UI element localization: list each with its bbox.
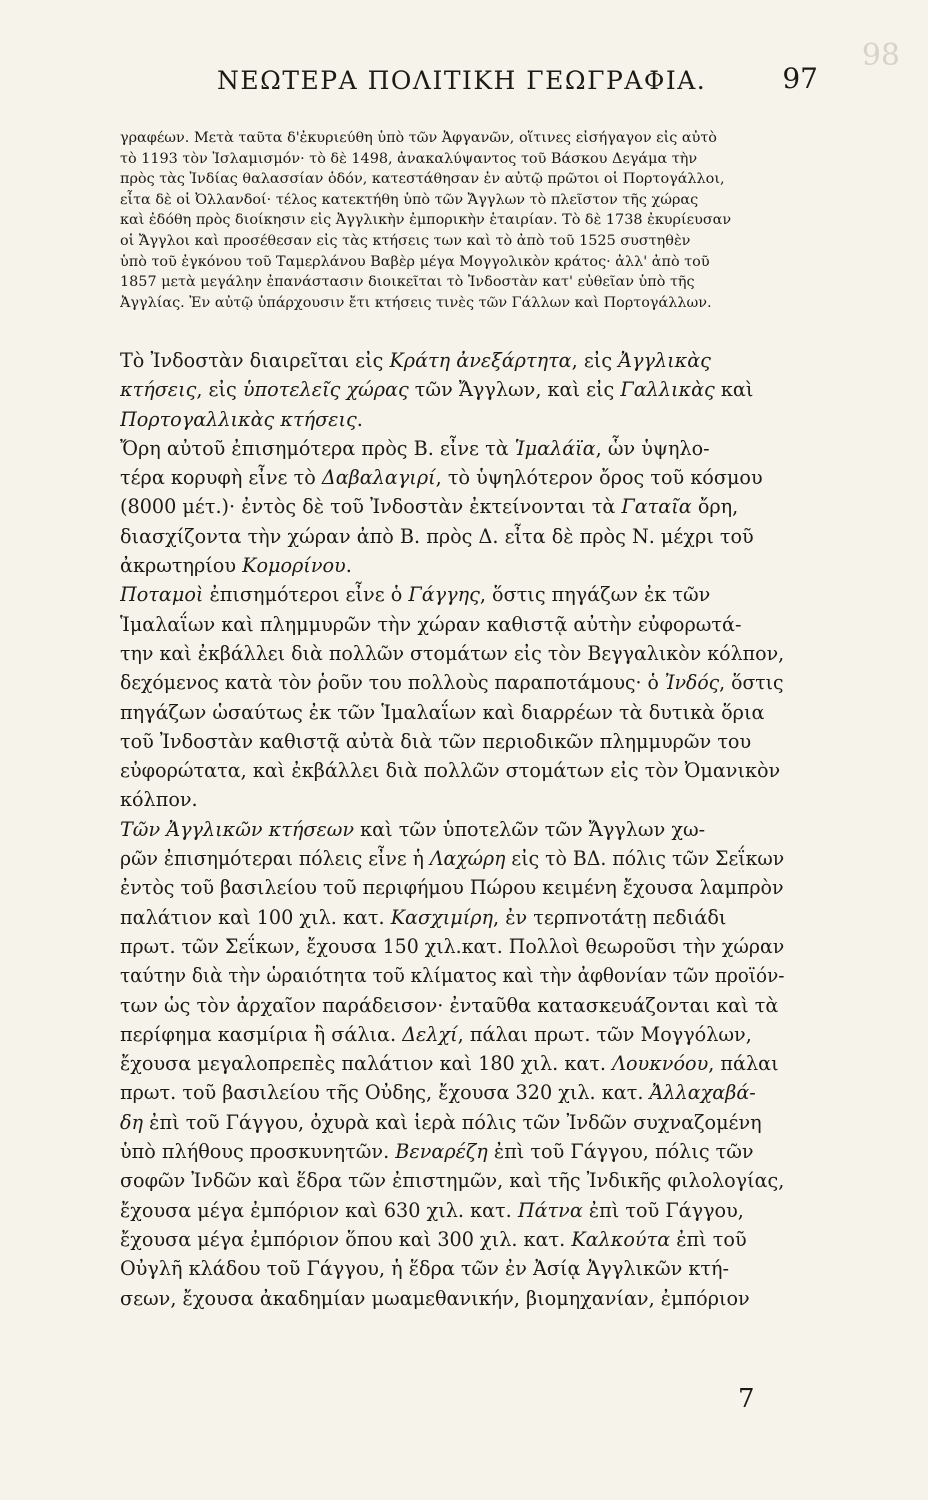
text-run: ἐπισημότεροι εἶνε ὁ [203, 583, 409, 607]
italic-term: Ἰνδός [664, 671, 720, 695]
text-run: πηγάζων ὡσαύτως ἐκ τῶν Ἱμαλαΐων καὶ διαρρέων τὰ δυτικὰ ὅρια [120, 700, 765, 724]
text-line [120, 1225, 784, 1254]
italic-term: Δελχί [402, 1022, 458, 1046]
text-run: ἐπὶ τοῦ Γάγγου, ὀχυρὰ καὶ ἱερὰ πόλις τῶν Ἰνδῶν συχναζομένη [143, 1110, 762, 1134]
small-print-line: καὶ ἐδόθη πρὸς διοίκησιν εἰς Ἀγγλικὴν ἐμπορικὴν ἑταιρίαν. Τὸ δὲ 1738 ἐκυρίευσαν [120, 212, 732, 229]
page-header [122, 62, 818, 106]
text-line [120, 405, 784, 434]
text-line [120, 1284, 784, 1313]
signature-mark: 7 [738, 1384, 755, 1414]
italic-term: Κομορίνου [242, 554, 346, 578]
italic-term: Λουκνόου [612, 1052, 709, 1076]
italic-term: Κασχιμίρη [390, 905, 494, 929]
main-text [120, 346, 784, 1313]
italic-term: Ἀγγλικὰς [618, 349, 711, 372]
italic-term: ὑποτελεῖς χώρας [242, 378, 409, 402]
text-run: καὶ τῶν ὑποτελῶν τῶν Ἄγγλων χω- [354, 817, 706, 841]
italic-term: Τῶν Ἀγγλικῶν κτήσεων [120, 817, 355, 841]
text-line [120, 991, 784, 1020]
page-number: 97 [782, 62, 818, 95]
small-print-paragraph [120, 128, 784, 313]
text-line [120, 492, 784, 521]
small-print-line: Ἀγγλίας. Ἐν αὐτῷ ὑπάρχουσιν ἔτι κτήσεις τινὲς τῶν Γάλλων καὶ Πορτογάλλων. [120, 294, 712, 311]
text-run: ἐπὶ τοῦ Γάγγου, [582, 1198, 744, 1222]
italic-term: Γαταῖα [621, 495, 692, 519]
text-run: ἐντὸς τοῦ βασιλείου τοῦ περιφήμου Πώρου κειμένη ἔχουσα λαμπρὸν [120, 876, 784, 900]
text-line [120, 375, 784, 404]
italic-term: Καλκούτα [571, 1227, 671, 1251]
small-print-line: ὑπὸ τοῦ ἐγκόνου τοῦ Ταμερλάνου Βαβὲρ μέγα Μογγολικὸν κράτος· ἀλλ' ἀπὸ τοῦ [120, 253, 710, 270]
text-line [120, 1049, 784, 1078]
small-print-line: γραφέων. Μετὰ ταῦτα δ'ἐκυριεύθη ὑπὸ τῶν Ἀφγανῶν, οἵτινες εἰσήγαγον εἰς αὐτὸ [120, 130, 717, 146]
italic-term: Ἀλλαχαβά- [649, 1081, 756, 1105]
text-run: σοφῶν Ἰνδῶν καὶ ἕδρα τῶν ἐπιστημῶν, καὶ τῆς Ἰνδικῆς φιλολογίας, [120, 1169, 785, 1193]
text-run: ἐπὶ τοῦ Γάγγου, πόλις τῶν [487, 1140, 754, 1164]
text-line [120, 815, 784, 844]
text-run: ὄρη, [691, 495, 739, 519]
text-line [120, 668, 784, 697]
text-run: ἐπὶ τοῦ [670, 1227, 747, 1251]
text-run: , ἐν τερπνοτάτῃ πεδιάδι [493, 905, 727, 929]
text-run: , τὸ ὑψηλότερον ὄρος τοῦ κόσμου [435, 466, 763, 490]
text-run: ἔχουσα μέγα ἐμπόριον ὅπου καὶ 300 χιλ. κατ. [120, 1227, 572, 1251]
bleed-through-page-number: 98 [861, 38, 900, 73]
text-run: παλάτιον καὶ 100 χιλ. κατ. [120, 905, 391, 929]
text-line [120, 1196, 784, 1225]
text-line [120, 698, 784, 727]
text-line [120, 844, 785, 873]
text-run: , ὧν ὑψηλο- [595, 436, 710, 460]
text-run: περίφημα κασμίρια ἢ σάλια. [120, 1022, 403, 1046]
text-run: των ὡς τὸν ἀρχαῖον παράδεισον· ἐνταῦθα κατασκευάζονται καὶ τὰ [120, 993, 779, 1017]
text-line [120, 785, 784, 814]
text-run: . [356, 407, 363, 431]
text-run: (8000 μέτ.)· ἐντὸς δὲ τοῦ Ἰνδοστὰν ἐκτείνονται τὰ [120, 495, 622, 519]
small-print-line: οἱ Ἄγγλοι καὶ προσέθεσαν εἰς τὰς κτήσεις των καὶ τὸ ἀπὸ τοῦ 1525 συστηθὲν [120, 232, 691, 249]
text-run: τῶν Ἄγγλων, καὶ εἰς [408, 378, 621, 402]
italic-term: Πάτνα [517, 1198, 583, 1222]
text-run: τέρα κορυφὴ εἶνε τὸ [120, 466, 322, 490]
small-print-line: πρὸς τὰς Ἰνδίας θαλασσίαν ὁδόν, κατεστάθησαν ἐν αὐτῷ πρῶτοι οἱ Πορτογάλλοι, [120, 171, 725, 188]
italic-term: Βεναρέζη [395, 1140, 488, 1164]
text-line [120, 903, 784, 932]
text-run: εἰς τὸ ΒΔ. πόλις τῶν Σεΐκων [505, 847, 785, 871]
text-run: , πάλαι πρωτ. τῶν Μογγόλων, [457, 1022, 752, 1046]
text-line [120, 610, 784, 639]
text-line [120, 961, 785, 990]
text-run: τοῦ Ἰνδοστὰν καθιστᾷ αὐτὰ διὰ τῶν περιοδικῶν πλημμυρῶν του [120, 729, 752, 753]
text-line [120, 463, 784, 492]
text-line [120, 639, 785, 668]
text-line [120, 873, 784, 902]
italic-term: Γαλλικὰς [620, 378, 715, 402]
text-line [120, 551, 784, 580]
text-run: , εἰς [196, 378, 243, 402]
text-run: ἔχουσα μέγα ἐμπόριον καὶ 630 χιλ. κατ. [120, 1198, 518, 1222]
text-run: , ὅστις πηγάζων ἐκ τῶν [479, 583, 711, 607]
small-print-line: εἶτα δὲ οἱ Ὀλλανδοί· τέλος κατεκτήθη ὑπὸ τῶν Ἄγγλων τὸ πλεῖστον τῆς χώρας [120, 191, 699, 208]
text-run: πρωτ. τῶν Σεΐκων, ἔχουσα 150 χιλ.κατ. Πολλοὶ θεωροῦσι τὴν χώραν [120, 934, 785, 958]
text-line [120, 1166, 785, 1195]
italic-term: Γάγγης [408, 583, 480, 607]
text-line [120, 346, 784, 375]
text-run: , ὅστις [719, 671, 784, 695]
running-title: ΝΕΩΤΕΡΑ ΠΟΛΙΤΙΚΗ ΓΕΩΓΡΑΦΙΑ. [217, 66, 707, 95]
text-run: , πάλαι [708, 1052, 779, 1076]
text-run: ὑπὸ πλήθους προσκυνητῶν. [120, 1140, 396, 1164]
text-run: Τὸ Ἰνδοστὰν διαιρεῖται εἰς [120, 349, 390, 372]
italic-term: Ποταμοὶ [120, 583, 204, 607]
italic-term: Δαβαλαγιρί [321, 466, 436, 490]
italic-term: Πορτογαλλικὰς κτήσεις [120, 407, 357, 431]
italic-term: δη [120, 1110, 144, 1134]
text-line [120, 1020, 784, 1049]
text-run: ρῶν ἐπισημότεραι πόλεις εἶνε ἡ [120, 847, 430, 871]
text-line [120, 932, 785, 961]
text-run: πρωτ. τοῦ βασιλείου τῆς Οὐδης, ἔχουσα 320 χιλ. κατ. [120, 1081, 650, 1105]
italic-term: Κράτη ἀνεξάρτητα [389, 349, 572, 372]
text-run: ἔχουσα μεγαλοπρεπὲς παλάτιον καὶ 180 χιλ. κατ. [120, 1052, 613, 1076]
text-line [120, 522, 784, 551]
text-line [120, 1254, 784, 1283]
text-run: καὶ [714, 378, 754, 402]
text-run: σεων, ἔχουσα ἀκαδημίαν μωαμεθανικήν, βιομηχανίαν, ἐμπόριον [120, 1286, 750, 1310]
text-line [120, 756, 784, 785]
text-run: δεχόμενος κατὰ τὸν ῥοῦν του πολλοὺς παραποτάμους· ὁ [120, 671, 665, 695]
italic-term: κτήσεις [120, 378, 197, 402]
text-line [120, 1108, 784, 1137]
text-line [120, 580, 784, 609]
text-run: Οὐγλῆ κλάδου τοῦ Γάγγου, ἡ ἕδρα τῶν ἐν Ἀσίᾳ Ἀγγλικῶν κτή- [120, 1257, 730, 1281]
text-line [120, 727, 784, 756]
text-run: Ὄρη αὐτοῦ ἐπισημότερα πρὸς Β. εἶνε τὰ [120, 436, 515, 460]
text-run: ταύτην διὰ τὴν ὡραιότητα τοῦ κλίματος καὶ τὴν ἀφθονίαν τῶν προϊόν- [120, 964, 785, 988]
text-run: ἀκρωτηρίου [120, 554, 243, 578]
text-run: κόλπον. [120, 788, 198, 812]
text-run: , εἰς [571, 349, 619, 372]
text-run: την καὶ ἐκβάλλει διὰ πολλῶν στομάτων εἰς τὸν Βεγγαλικὸν κόλπον, [120, 641, 785, 665]
small-print-line: τὸ 1193 τὸν Ἰσλαμισμόν· τὸ δὲ 1498, ἀνακαλύψαντος τοῦ Βάσκου Δεγάμα τὴν [120, 150, 698, 167]
text-line [120, 1078, 784, 1107]
small-print-line: 1857 μετὰ μεγάλην ἐπανάστασιν διοικεῖται τὸ Ἰνδοστὰν κατ' εὐθεῖαν ὑπὸ τῆς [120, 274, 695, 291]
text-run: . [345, 554, 352, 578]
italic-term: Ἱμαλάϊα [514, 436, 596, 460]
italic-term: Λαχώρη [429, 847, 506, 871]
text-run: διασχίζοντα τὴν χώραν ἀπὸ Β. πρὸς Δ. εἶτα δὲ πρὸς Ν. μέχρι τοῦ [120, 524, 754, 548]
text-run: Ἱμαλαΐων καὶ πλημμυρῶν τὴν χώραν καθιστᾷ αὐτὴν εὐφορωτά- [120, 612, 742, 636]
text-run: εὐφορώτατα, καὶ ἐκβάλλει διὰ πολλῶν στομάτων εἰς τὸν Ὀμανικὸν [120, 759, 781, 783]
text-line [120, 1137, 784, 1166]
text-line [120, 434, 784, 463]
